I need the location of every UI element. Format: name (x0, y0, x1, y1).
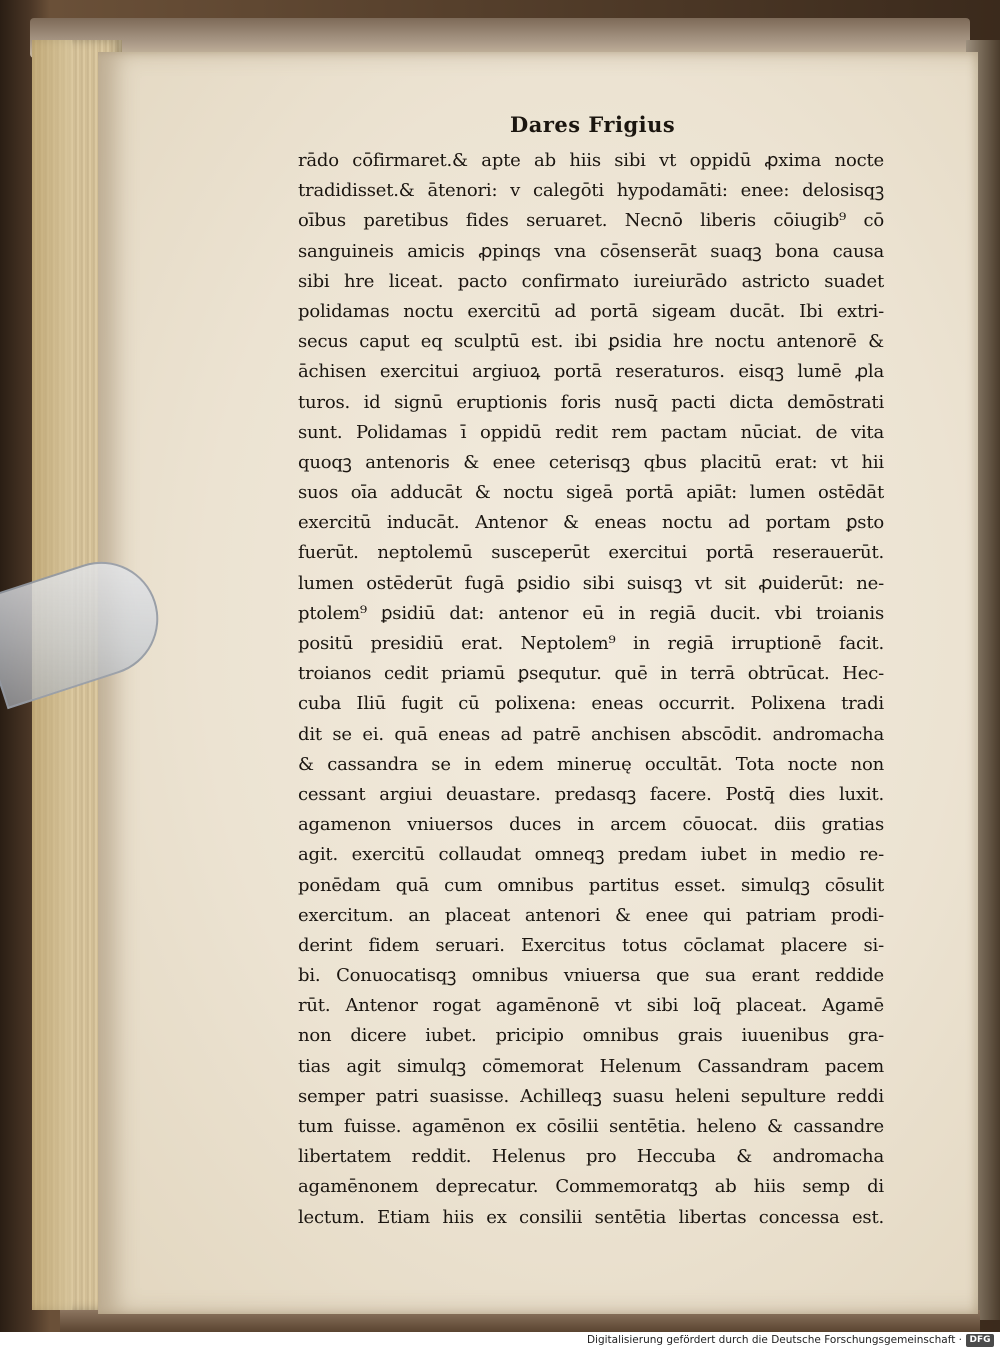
text-line: cuba Iliū fugit cū polixena: eneas occurrit. Polixena tradi (298, 693, 884, 715)
text-line: tradidisset.& ātenori: v calegōti hypodamāti: enee: delosisqꝫ (298, 180, 884, 202)
text-line: ponēdam quā cum omnibus partitus esset. simulqꝫ cōsulit (298, 874, 884, 896)
text-block (298, 146, 884, 1233)
text-line: sibi hre liceat. pacto confirmato iureiurādo astricto suadet (298, 270, 884, 292)
text-line: ptolem⁹ ꝑsidiū dat: antenor eū in regiā ducit. vbi troianis (298, 602, 884, 624)
text-line: semper patri suasisse. Achilleqꝫ suasu heleni sepulture reddi (298, 1085, 884, 1107)
footer-bar (0, 1332, 1000, 1349)
text-line: sunt. Polidamas ī oppidū redit rem pactam nūciat. de vita (298, 421, 884, 443)
text-line: & cassandra se in edem mineruę occultāt. Tota nocte non (298, 753, 884, 775)
text-line: suos oīa adducāt & noctu sigeā portā apiāt: lumen ostēdāt (298, 482, 884, 504)
text-line: tias agit simulqꝫ cōmemorat Helenum Cassandram pacem (298, 1055, 884, 1077)
text-line: libertatem reddit. Helenus pro Heccuba & andromacha (298, 1146, 884, 1168)
text-line: rādo cōfirmaret.& apte ab hiis sibi vt oppidū ꝓxima nocte (298, 150, 884, 171)
text-line: derint fidem seruari. Exercitus totus cōclamat placere si- (298, 934, 884, 956)
text-line: troianos cedit priamū ꝑsequtur. quē in terrā obtrūcat. Hec- (298, 663, 884, 685)
text-line: tum fuisse. agamēnon ex cōsilii sentētia. heleno & cassandre (298, 1116, 884, 1137)
text-line: rūt. Antenor rogat agamēnonē vt sibi loq̄ placeat. Agamē (298, 995, 884, 1017)
text-line: fuerūt. neptolemū susceperūt exercitui portā reserauerūt. (298, 542, 884, 564)
text-line: lectum. Etiam hiis ex consilii sentētia libertas concessa est. (298, 1206, 884, 1228)
text-line: oībus paretibus fides seruaret. Necnō liberis cōiugib⁹ cō (298, 210, 884, 232)
text-line: quoqꝫ antenoris & enee ceterisqꝫ qbus placitū erat: vt hii (298, 451, 884, 473)
text-line: exercitum. an placeat antenori & enee qui patriam prodi- (298, 904, 884, 926)
funding-credit: Digitalisierung gefördert durch die Deutsche Forschungsgemeinschaft · (586, 1334, 962, 1346)
text-line: āchisen exercitui argiuoꝝ portā reseraturos. eisqꝫ lumē ꝓla (298, 361, 884, 383)
text-line: agit. exercitū collaudat omneqꝫ predam iubet in medio re- (298, 844, 884, 866)
text-line: agamenon vniuersos duces in arcem cōuocat. diis gratias (298, 814, 884, 836)
text-line: lumen ostēderūt fugā ꝑsidio sibi suisqꝫ vt sit ꝓuiderūt: ne- (298, 572, 884, 594)
text-line: polidamas noctu exercitū ad portā sigeam ducāt. Ibi extri- (298, 300, 884, 322)
text-line: dit se ei. quā eneas ad patrē anchisen abscōdit. andromacha (298, 723, 884, 745)
dfg-logo-icon: DFG (966, 1334, 994, 1347)
text-line: cessant argiui deuastare. predasqꝫ facere. Postq̄ dies luxit. (298, 783, 884, 805)
text-line: non dicere iubet. pricipio omnibus grais iuuenibus gra- (298, 1025, 884, 1047)
text-line: turos. id signū eruptionis foris nusq̄ pacti dicta demōstrati (298, 391, 884, 413)
text-line: positū presidiū erat. Neptolem⁹ in regiā irruptionē facit. (298, 633, 884, 654)
text-line: agamēnonem deprecatur. Commemoratqꝫ ab hiis semp di (298, 1176, 884, 1198)
text-line: exercitū inducāt. Antenor & eneas noctu ad portam ꝑsto (298, 512, 884, 534)
text-line: sanguineis amicis ꝓpinqs vna cōsenserāt suaqꝫ bona causa (298, 240, 884, 262)
running-title: Dares Frigius (510, 112, 676, 137)
text-line: secus caput eq sculptū est. ibi ꝑsidia hre noctu antenorē & (298, 331, 884, 353)
text-line: bi. Conuocatisqꝫ omnibus vniuersa que sua erant reddide (298, 965, 884, 987)
